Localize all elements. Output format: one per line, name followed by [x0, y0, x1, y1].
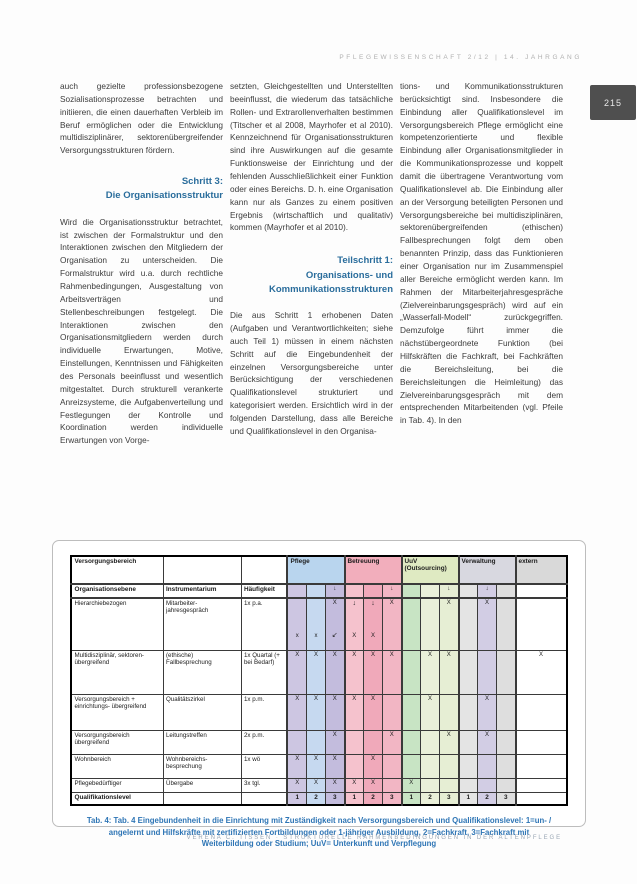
matrix-cell: X: [383, 650, 402, 694]
matrix-cell: [345, 730, 364, 754]
matrix-mark: [480, 633, 494, 640]
qualification-level-value: 2: [478, 792, 497, 805]
cell-instrument: Übergabe: [163, 778, 241, 792]
qualification-level-value: 1: [287, 792, 306, 805]
matrix-cell: [478, 598, 497, 650]
matrix-cell: [459, 598, 478, 650]
qualification-level-value: 1: [459, 792, 478, 805]
matrix-cell: [364, 730, 383, 754]
matrix-mark: ↓: [352, 600, 356, 607]
matrix-cell: [364, 584, 383, 598]
matrix-cell: ↓: [325, 584, 344, 598]
paragraph: Wird die Organisationsstruktur betrachtet, ist zwischen der Formalstruktur und den Interaktionen zwischen den Mitgliedern der Organisation zu unterscheiden. Die Formalstruktur wird u.a. durch rechtliche Rahmenbedingungen, Ausgestaltung von Arbeitsverträgen und Stellenbeschreibungen festgelegt. Die Interaktionen zwischen den Organisationsmitgliedern werden durch individuelle Erwartungen, Motive, Einstellungen, Kenntnissen und Fähigkeiten des Personals beeinflusst und wesentlich mitgestaltet. Durch strukturell verankerte Anreizsysteme, die Aufgabenverteilung und Festlegungen der Kontrolle und Koordination werden individuelle Erwartungen von Vorge-: [60, 216, 223, 446]
cell-ebene: Multidisziplinär, sektoren- übergreifend: [71, 650, 163, 694]
matrix-cell: [402, 754, 421, 778]
matrix-cell: X: [306, 650, 325, 694]
matrix-mark: X: [370, 633, 375, 640]
qualification-level-value: 2: [421, 792, 440, 805]
matrix-mark: [290, 600, 304, 607]
matrix-cell: [364, 598, 383, 650]
matrix-cell: X: [345, 778, 364, 792]
matrix-cell: [516, 598, 567, 650]
qualification-level-value: 3: [497, 792, 516, 805]
matrix-cell: [497, 584, 516, 598]
qual-row-label: Qualifikationslevel: [71, 792, 163, 805]
empty-cell: [241, 792, 287, 805]
matrix-cell: X: [364, 694, 383, 730]
matrix-cell: X: [345, 650, 364, 694]
heading-line: Teilschritt 1:: [337, 255, 393, 267]
table-row: [71, 650, 566, 694]
matrix-mark: X: [446, 600, 451, 606]
group-header-verwaltung: Verwaltung: [459, 556, 516, 584]
qualification-level-value: 3: [325, 792, 344, 805]
paragraph: tions- und Kommunikationsstrukturen berücksichtigt sind. Insbesondere die Einbindung aller Qualifikationslevel im Versorgungsbereich Pflege ermöglicht eine kompetenzorientierte und flexible Einbindung aller Organisationsmitglieder in die Kommunikationsprozesse und koppelt damit die übertragene Verantwortung vom Qualifikationslevel ab. Die Einbindung aller an der Versorgung beteiligten Personen und Versorgungsbereiche bei multidisziplinären, sektorenübergreifenden (ethischen) Fallbesprechungen folgt dem oben benannten Prinzip, dass das Funktionieren einer Organisation nur im Zusammenspiel aller Bereiche ermöglicht werden kann. Im Rahmen der Mitarbeiterjahresgespräche (Zielvereinbarungsgespräch) wird auf ein „Wasserfall-Modell“ zurückgegriffen. Demzufolge führt immer die nächstübergeordnete Funktion (bei Hilfskräften die Fachkraft, bei Fachkräften die Bereichsleitung, bei die Bereichsleitungen die Heimleitung) das Zielvereinbarungsgespräch mit dem entsprechenden Mitarbeitenden (vgl. Pfeile in Tab. 4). In den: [400, 81, 563, 426]
cell-freq: 2x p.m.: [241, 730, 287, 754]
matrix-cell: [440, 754, 459, 778]
matrix-cell: [516, 730, 567, 754]
matrix-cell: [478, 778, 497, 792]
matrix-cell: [421, 598, 440, 650]
header-instrumentarium: Instrumentarium: [163, 584, 241, 598]
matrix-mark: [309, 600, 323, 607]
paragraph: Die aus Schritt 1 erhobenen Daten (Aufgaben und Verantwortlichkeiten; siehe auch Teil 1) müssen in einem nächsten Schritt auf die Eingebundenheit der einzelnen Versorgungsbereiche unter Berücksichtigung der verschiedenen Qualifikationslevel strukturiert und kategorisiert werden. Ersichtlich wird in der folgenden Darstellung, dass alle Bereiche und Qualifikationslevel in den Organisa-: [230, 310, 393, 436]
table-row: [71, 754, 566, 778]
matrix-cell: X: [383, 730, 402, 754]
table-row: [71, 598, 566, 650]
matrix-cell: [402, 598, 421, 650]
cell-freq: 1x p.a.: [241, 598, 287, 650]
matrix-cell: X: [306, 694, 325, 730]
matrix-mark: ↙: [331, 632, 338, 640]
qualification-level-value: [516, 792, 567, 805]
matrix-cell: [402, 584, 421, 598]
matrix-cell: X: [345, 694, 364, 730]
cell-ebene: Versorgungsbereich übergreifend: [71, 730, 163, 754]
matrix-mark: [385, 633, 399, 640]
empty-cell: [163, 792, 241, 805]
matrix-cell: [306, 584, 325, 598]
matrix-cell: [306, 730, 325, 754]
matrix-cell: X: [325, 694, 344, 730]
matrix-mark: X: [484, 600, 489, 606]
matrix-cell: X: [287, 778, 306, 792]
matrix-cell: [497, 730, 516, 754]
qualification-level-value: 3: [440, 792, 459, 805]
matrix-cell: [497, 598, 516, 650]
matrix-cell: [478, 754, 497, 778]
paragraph: auch gezielte professionsbezogene Sozialisationsprozesse betrachten und initiieren, die einen dauerhaften Verbleib im Beruf ermöglichen oder die Entwicklung multidisziplinärer, sektorenübergreifender Versorgungsstrukturen fördern.: [60, 81, 223, 156]
matrix-cell: [459, 730, 478, 754]
article-body: [60, 80, 582, 540]
matrix-cell: [383, 694, 402, 730]
matrix-cell: [402, 694, 421, 730]
matrix-mark: X: [389, 600, 394, 606]
text-column-1: [60, 80, 223, 540]
section-heading-teilschritt-1: [230, 254, 393, 297]
empty-header: [163, 556, 241, 584]
matrix-cell: [325, 598, 344, 650]
cell-instrument: Wohnbereichs- besprechung: [163, 754, 241, 778]
qualification-level-value: 3: [383, 792, 402, 805]
group-header-extern: extern: [516, 556, 567, 584]
matrix-cell: [440, 598, 459, 650]
table-row: [71, 694, 566, 730]
matrix-cell: X: [402, 778, 421, 792]
heading-line: Die Organisationsstruktur: [105, 190, 223, 202]
matrix-cell: [421, 778, 440, 792]
matrix-cell: [421, 584, 440, 598]
group-header-betreuung: Betreuung: [345, 556, 402, 584]
matrix-cell: X: [421, 694, 440, 730]
matrix-cell: [287, 598, 306, 650]
matrix-mark: X: [352, 633, 357, 640]
group-header-uuv: UuV (Outsourcing): [402, 556, 459, 584]
qualification-level-row: [71, 792, 566, 805]
cell-instrument: Leitungstreffen: [163, 730, 241, 754]
qualification-level-value: 1: [402, 792, 421, 805]
matrix-cell: [516, 584, 567, 598]
matrix-cell: X: [325, 730, 344, 754]
section-heading-schritt-3: [60, 175, 223, 204]
paragraph: setzten, Gleichgestellten und Unterstellten beeinflusst, die wiederum das tatsächliche Rollen- und Extrarollenverhalten bestimmen (Titscher et al 2008, Mayrhofer et al 2010). Kennzeichnend für Organisationsstrukturen sind ihre Auswirkungen auf die gesamte Funktionsweise der Einrichtung und der fehlenden Ausschließlichkeit einer Funktion oder eines Bereichs. D. h. eine Organisation kann nur als Ganzes zu einem positiven Ergebnis (wirtschaftlich und qualitativ) kommen (Mayrhofer et al 2010).: [230, 81, 393, 233]
matrix-cell: [459, 694, 478, 730]
cell-freq: 1x Quartal (+ bei Bedarf): [241, 650, 287, 694]
matrix-cell: [402, 650, 421, 694]
empty-header: [241, 556, 287, 584]
cell-ebene: Pflegebedürftiger: [71, 778, 163, 792]
header-haeufigkeit: Häufigkeit: [241, 584, 287, 598]
matrix-cell: [478, 650, 497, 694]
table-caption: Tab. 4: Tab. 4 Eingebundenheit in die Einrichtung mit Zuständigkeit nach Versorgungsbereich und Qualifikationslevel: 1=un- / angelernt und Hilfskräfte mit zertifizierten Fortbildungen oder 1-jähriger Ausbildung, 2=Fachkraft, 3=Fachkraft mit Weiterbildung oder Studium; UuV= Unterkunft und Verpflegung: [86, 816, 552, 849]
matrix-cell: X: [325, 650, 344, 694]
matrix-cell: [459, 778, 478, 792]
qualification-level-value: 2: [364, 792, 383, 805]
matrix-cell: [421, 754, 440, 778]
matrix-cell: X: [440, 650, 459, 694]
text-column-3: [400, 80, 563, 540]
cell-ebene: Versorgungsbereich + einrichtungs- übergreifend: [71, 694, 163, 730]
matrix-cell: [516, 694, 567, 730]
cell-instrument: (ethische) Fallbesprechung: [163, 650, 241, 694]
cell-ebene: Hierarchiebezogen: [71, 598, 163, 650]
cell-freq: 3x tgl.: [241, 778, 287, 792]
cell-freq: 1x wö: [241, 754, 287, 778]
matrix-cell: X: [364, 778, 383, 792]
matrix-cell: X: [325, 778, 344, 792]
matrix-cell: [497, 694, 516, 730]
matrix-mark: X: [332, 600, 337, 606]
matrix-cell: [345, 598, 364, 650]
matrix-cell: X: [364, 650, 383, 694]
matrix-cell: ↓: [478, 584, 497, 598]
matrix-cell: [440, 694, 459, 730]
matrix-cell: ↓: [440, 584, 459, 598]
qualification-level-value: 1: [345, 792, 364, 805]
matrix-cell: [459, 584, 478, 598]
matrix-cell: X: [478, 694, 497, 730]
text-column-2: [230, 80, 393, 540]
matrix-cell: X: [440, 730, 459, 754]
matrix-cell: ↓: [383, 584, 402, 598]
page-footer: VERENA C. TISSEN · STRUKTURELLE RAHMENBEDINGUNGEN IN DER ALTENPFLEGE: [186, 835, 562, 841]
matrix-cell: X: [306, 778, 325, 792]
page-number-badge: 215: [590, 85, 636, 120]
matrix-mark: x: [314, 633, 318, 640]
matrix-cell: [497, 754, 516, 778]
matrix-cell: [402, 730, 421, 754]
matrix-cell: [459, 754, 478, 778]
matrix-cell: [497, 778, 516, 792]
matrix-cell: [421, 730, 440, 754]
heading-line: Schritt 3:: [181, 176, 223, 188]
matrix-cell: [306, 598, 325, 650]
heading-line: Organisations- und: [305, 269, 393, 281]
matrix-cell: [345, 754, 364, 778]
tab-4-matrix-table: [70, 555, 567, 806]
matrix-cell: X: [421, 650, 440, 694]
matrix-cell: X: [287, 650, 306, 694]
header-organisationsebene: Organisationsebene: [71, 584, 163, 598]
matrix-cell: [497, 650, 516, 694]
matrix-mark: [442, 633, 456, 640]
heading-line: Kommunikationsstrukturen: [268, 283, 393, 295]
cell-instrument: Mitarbeiter- jahresgespräch: [163, 598, 241, 650]
matrix-cell: X: [287, 694, 306, 730]
matrix-cell: X: [478, 730, 497, 754]
matrix-mark: x: [295, 633, 299, 640]
matrix-cell: [459, 650, 478, 694]
matrix-cell: [383, 754, 402, 778]
cell-ebene: Wohnbereich: [71, 754, 163, 778]
cell-instrument: Qualitätszirkel: [163, 694, 241, 730]
table-header-row-labels: [71, 584, 566, 598]
table-row: [71, 730, 566, 754]
matrix-cell: X: [287, 754, 306, 778]
matrix-cell: [516, 754, 567, 778]
matrix-cell: [287, 584, 306, 598]
matrix-cell: [516, 778, 567, 792]
table-header-row-groups: [71, 556, 566, 584]
table-row: [71, 778, 566, 792]
matrix-cell: X: [325, 754, 344, 778]
matrix-cell: [287, 730, 306, 754]
matrix-cell: [440, 778, 459, 792]
matrix-cell: X: [364, 754, 383, 778]
matrix-cell: X: [306, 754, 325, 778]
matrix-cell: [345, 584, 364, 598]
corner-header-versorgungsbereich: Versorgungsbereich: [71, 556, 163, 584]
matrix-cell: X: [516, 650, 567, 694]
journal-header: PFLEGEWISSENSCHAFT 2/12 | 14. JAHRGANG: [339, 54, 582, 61]
matrix-cell: [383, 598, 402, 650]
group-header-pflege: Pflege: [287, 556, 344, 584]
cell-freq: 1x p.m.: [241, 694, 287, 730]
qualification-level-value: 2: [306, 792, 325, 805]
matrix-mark: ↓: [371, 600, 375, 607]
matrix-cell: [383, 778, 402, 792]
